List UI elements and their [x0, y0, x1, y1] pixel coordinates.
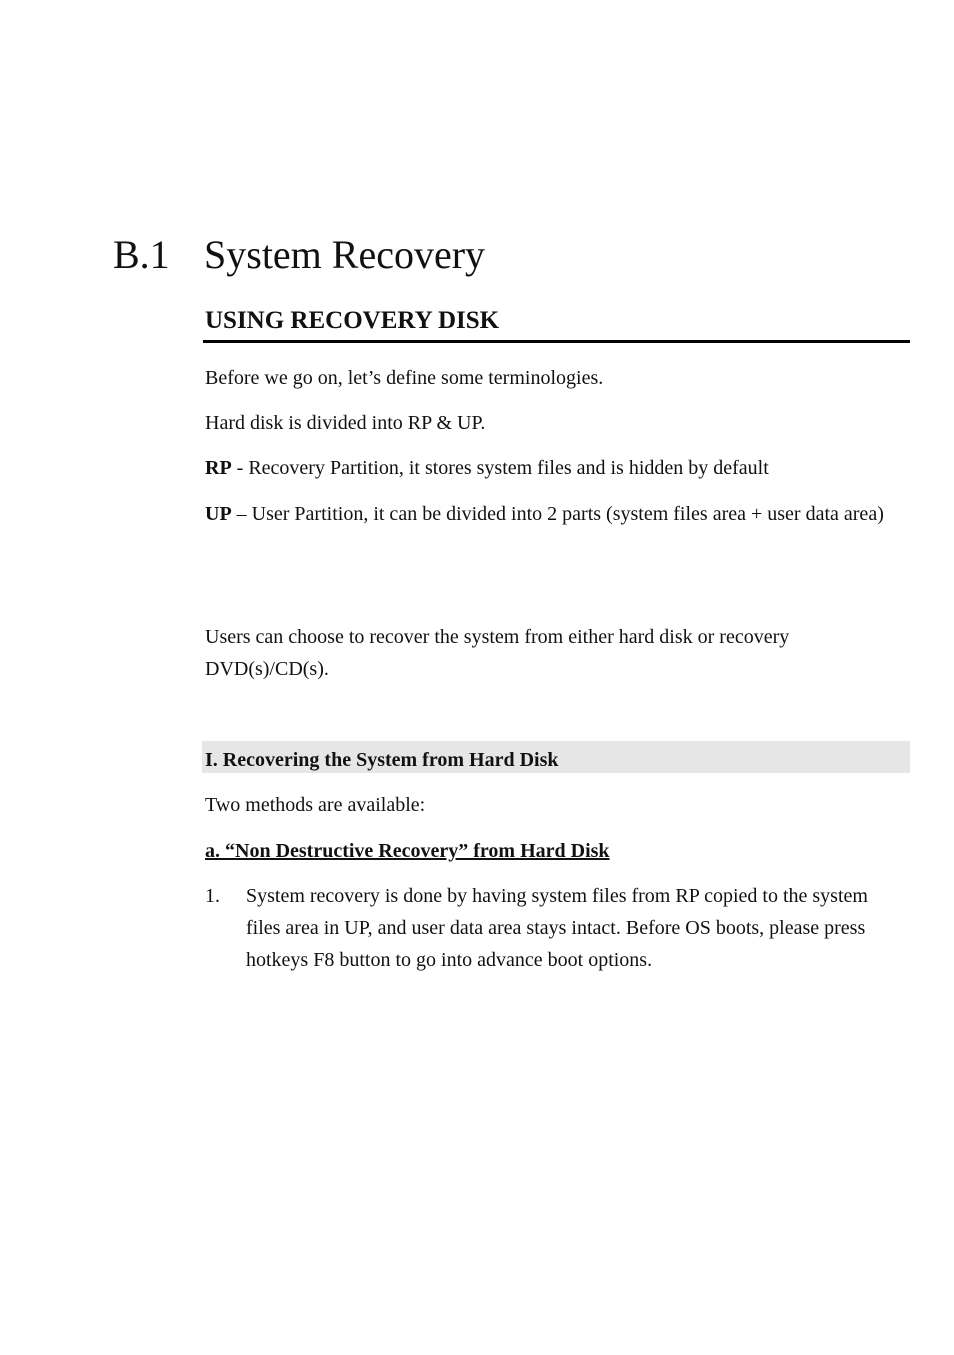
- rp-definition: [205, 452, 911, 484]
- list-item-text: System recovery is done by having system files from RP copied to the system files area in UP, and user data area stays intact. Before OS boots, please press hotkeys F8 button to go into advance boot options.: [246, 885, 868, 971]
- up-definition: [205, 498, 911, 530]
- part-one-heading: I. Recovering the System from Hard Disk: [205, 749, 559, 771]
- users-choose-paragraph: Users can choose to recover the system from either hard disk or recovery DVD(s)/CD(s).: [205, 626, 790, 680]
- intro-paragraph: Before we go on, let’s define some terminologies.: [205, 367, 604, 389]
- up-term: UP: [205, 503, 232, 525]
- section-title: System Recovery: [204, 232, 486, 277]
- part-one-heading-bar: [202, 741, 910, 773]
- hard-disk-paragraph: Hard disk is divided into RP & UP.: [205, 412, 486, 434]
- rp-description: - Recovery Partition, it stores system files and is hidden by default: [231, 457, 769, 479]
- method-a-heading: a. “Non Destructive Recovery” from Hard Disk: [205, 840, 610, 862]
- section-heading: [113, 229, 485, 281]
- rp-term: RP: [205, 457, 232, 479]
- up-description: – User Partition, it can be divided into 2 parts (system files area + user data area): [231, 503, 884, 525]
- methods-paragraph: Two methods are available:: [205, 794, 426, 816]
- subsection-title: USING RECOVERY DISK: [205, 307, 500, 334]
- subsection-heading: [203, 305, 910, 343]
- section-number: B.1: [113, 232, 170, 277]
- list-item-number: 1.: [205, 885, 220, 907]
